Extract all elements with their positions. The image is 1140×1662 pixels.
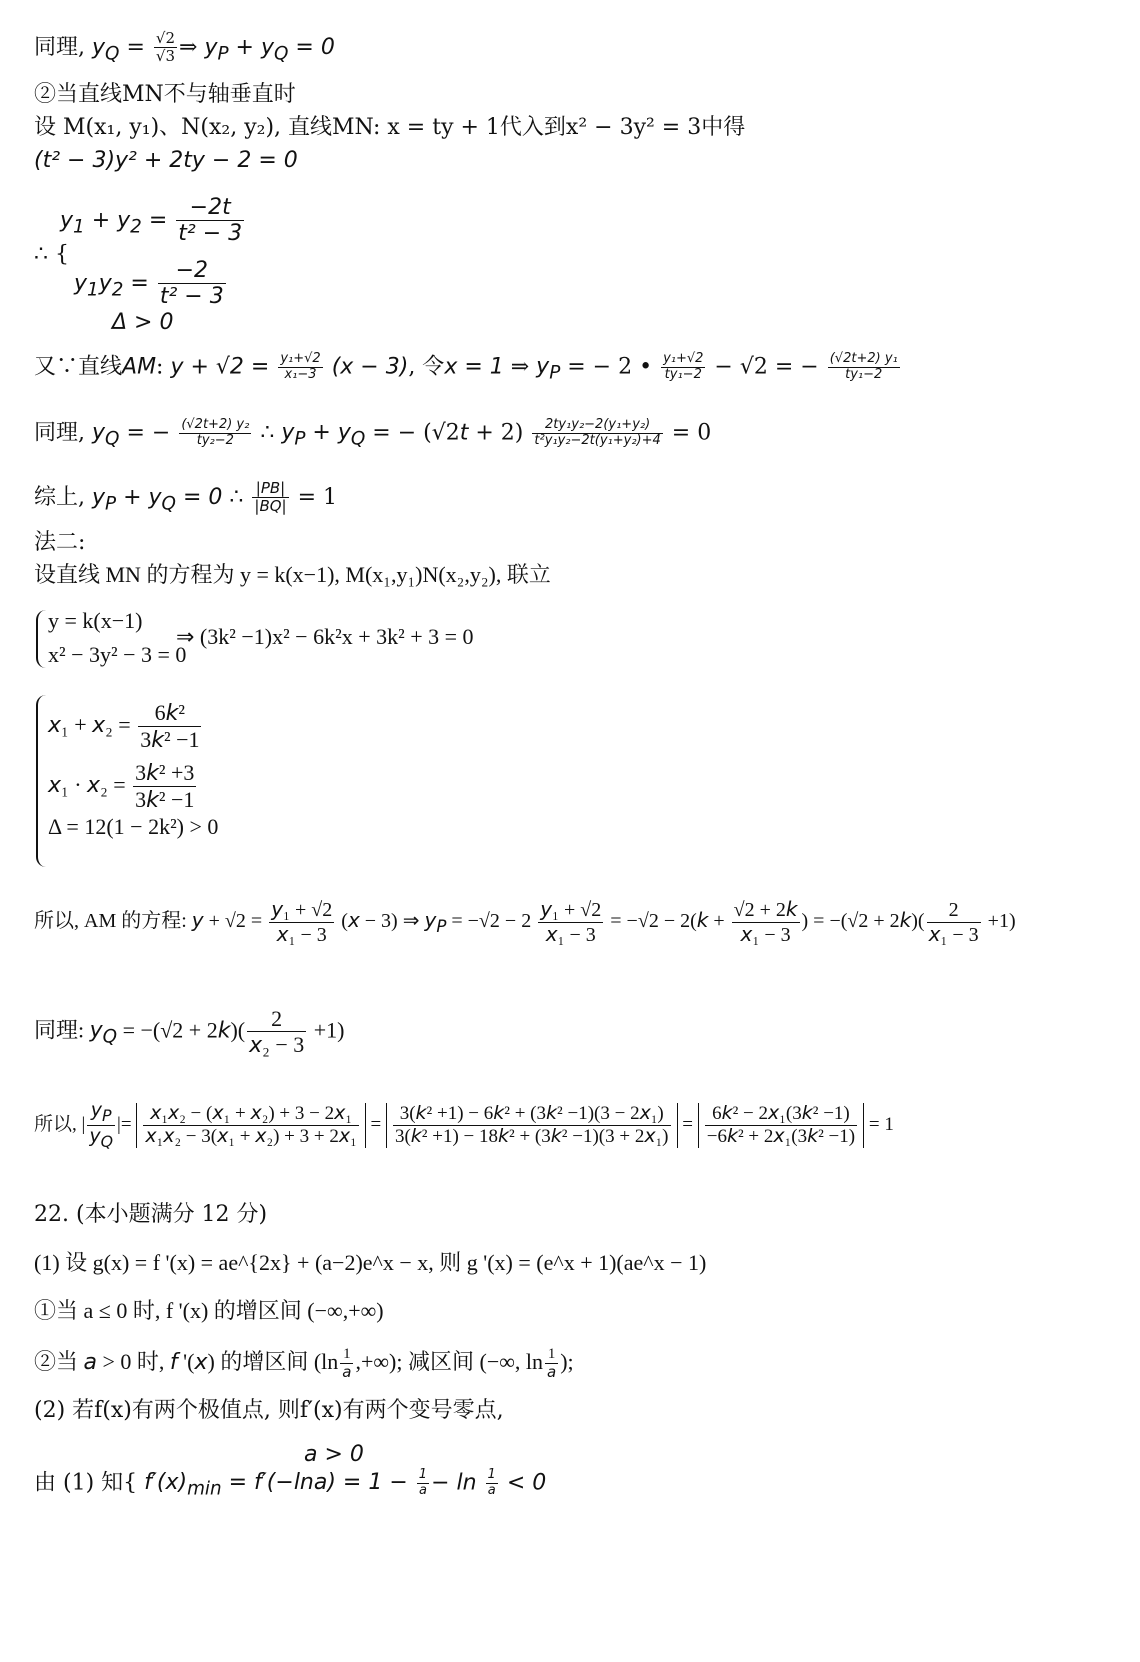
prod-x-row: x₁ · x₂ = $\frac{\text{3k² +3}}{\text{3k² −1}}$ <box>48 760 195 814</box>
ratio-row: 所以, | $\frac{y_P}{y_Q}$ |= $\frac{\text{x₁x₂ − (x₁ + x₂) + 3 − 2x₁}}{\text{x₁x₂ − 3(x₁ + x₂) + 3 + 2x₁}}$ = $\frac{\text{3(k² +1) − 6k² + (3k² −1)(3 − 2x₁)}}{\text{3(k² +1) − 18k² + (3k² −1)(3 + 2x₁)}}$ = $\frac{\text{6k² − 2x₁(3k² −1)}}{\text{−6k² + 2x₁(3k² −1)}}$ = 1 <box>34 1099 894 1151</box>
prod-y-row: $y_1y_2$ = $\frac{-2}{\text{t² − 3}}$ <box>74 258 224 310</box>
summary-row: 综上, $y_P + y_Q = 0$ ∴ $\frac{|PB|}{|BQ|}$ = 1 <box>34 479 338 516</box>
line-14b: x² − 3y² − 3 = 0 <box>48 642 187 667</box>
line-20: (1) 设 g(x) = f '(x) = ae^{2x} + (a−2)e^x − x, 则 g '(x) = (e^x + 1)(ae^x − 1) <box>34 1250 707 1275</box>
line-23: (2) 若f(x)有两个极值点, 则f′(x)有两个变号零点, <box>34 1398 504 1423</box>
am-k-row: 所以, AM 的方程: y + √2 = $\frac{\text{y₁ + √2}}{\text{x₁ − 3}}$ (x − 3) ⇒ $y_P = -√2 - 2$ $\frac{\text{y₁ + √2}}{\text{x₁ − 3}}$ = −√2 − 2(k + $\frac{√2 + 2k}{\text{x₁ − 3}}$ ) = −(√2 + 2k)( $\frac{2}{\text{x₁ − 3}}$ +1) <box>34 897 1016 946</box>
line-21: ①当 a ≤ 0 时, f '(x) 的增区间 (−∞,+∞) <box>34 1298 384 1323</box>
line-03: 设 M(x₁, y₁)、N(x₂, y₂), 直线MN: x = ty + 1代入到x² − 3y² = 3中得 <box>34 115 746 140</box>
line-14a: y = k(x−1) <box>48 608 143 633</box>
sum-x-row: x₁ + x₂ = $\frac{\text{6k²}}{\text{3k² −1}}$ <box>48 700 200 754</box>
line-24a: a > 0 <box>304 1442 364 1467</box>
line-19: 22. (本小题满分 12 分) <box>34 1202 268 1227</box>
line-13: 设直线 MN 的方程为 y = k(x−1), M(x₁,y₁)N(x₂,y₂), 联立 <box>34 562 551 587</box>
line-15c: Δ = 12(1 − 2k²) > 0 <box>48 814 219 839</box>
system-brace <box>36 695 46 867</box>
yq-k-row: 同理: $y_Q = -(√2 + 2k)$( $\frac{2}{\text{x₂ − 3}}$ +1) <box>34 1006 345 1059</box>
text-line: 同理, $y_Q$ = $\frac{√2}{√3}$ ⇒ $y_P + y_Q = 0$ <box>34 29 335 66</box>
sum-y-row: $y_1 + y_2$ = $\frac{-2t}{\text{t² − 3}}$ <box>60 195 243 247</box>
line-14c: ⇒ (3k² −1)x² − 6k²x + 3k² + 3 = 0 <box>176 624 474 649</box>
line-04: (t² − 3)y² + 2ty − 2 = 0 <box>34 148 298 173</box>
min-row: 由 (1) 知{ $f'(x)_{min} = f'(-\ln a) = 1$ − $\frac{1}{a}$ − ln $\frac{1}{a}$ < 0 <box>34 1467 547 1500</box>
line-08: Δ > 0 <box>112 310 174 335</box>
line-12: 法二: <box>34 530 86 555</box>
interval-row: ②当 a > 0 时, f '(x) 的增区间 (ln $\frac{1}{a}$ ,+∞); 减区间 (−∞, ln $\frac{1}{a}$ ); <box>34 1346 574 1382</box>
line-06: ∴ { <box>34 242 69 267</box>
yq-sum-row: 同理, $y_Q$ = − $\frac{\text{(√2t+2) y₂}}{\text{ty₂−2}}$ ∴ $y_P + y_Q$ = − (√2t + 2) $\frac{\text{2ty₁y₂−2(y₁+y₂)}}{\text{t²y₁y₂−2t(y₁+y₂)+4}}$ = 0 <box>34 417 712 450</box>
system-brace <box>36 610 46 668</box>
line-02: ②当直线MN不与轴垂直时 <box>34 82 296 107</box>
am-line-row: 又∵直线AM: y + √2 = $\frac{\text{y₁+√2}}{\text{x₁−3}}$ (x − 3), 令x = 1 ⇒ $y_P$ = − 2 • $\frac{\text{y₁+√2}}{\text{ty₁−2}}$ − √2 = − $\frac{\text{(√2t+2) y₁}}{\text{ty₁−2}}$ <box>34 351 898 384</box>
